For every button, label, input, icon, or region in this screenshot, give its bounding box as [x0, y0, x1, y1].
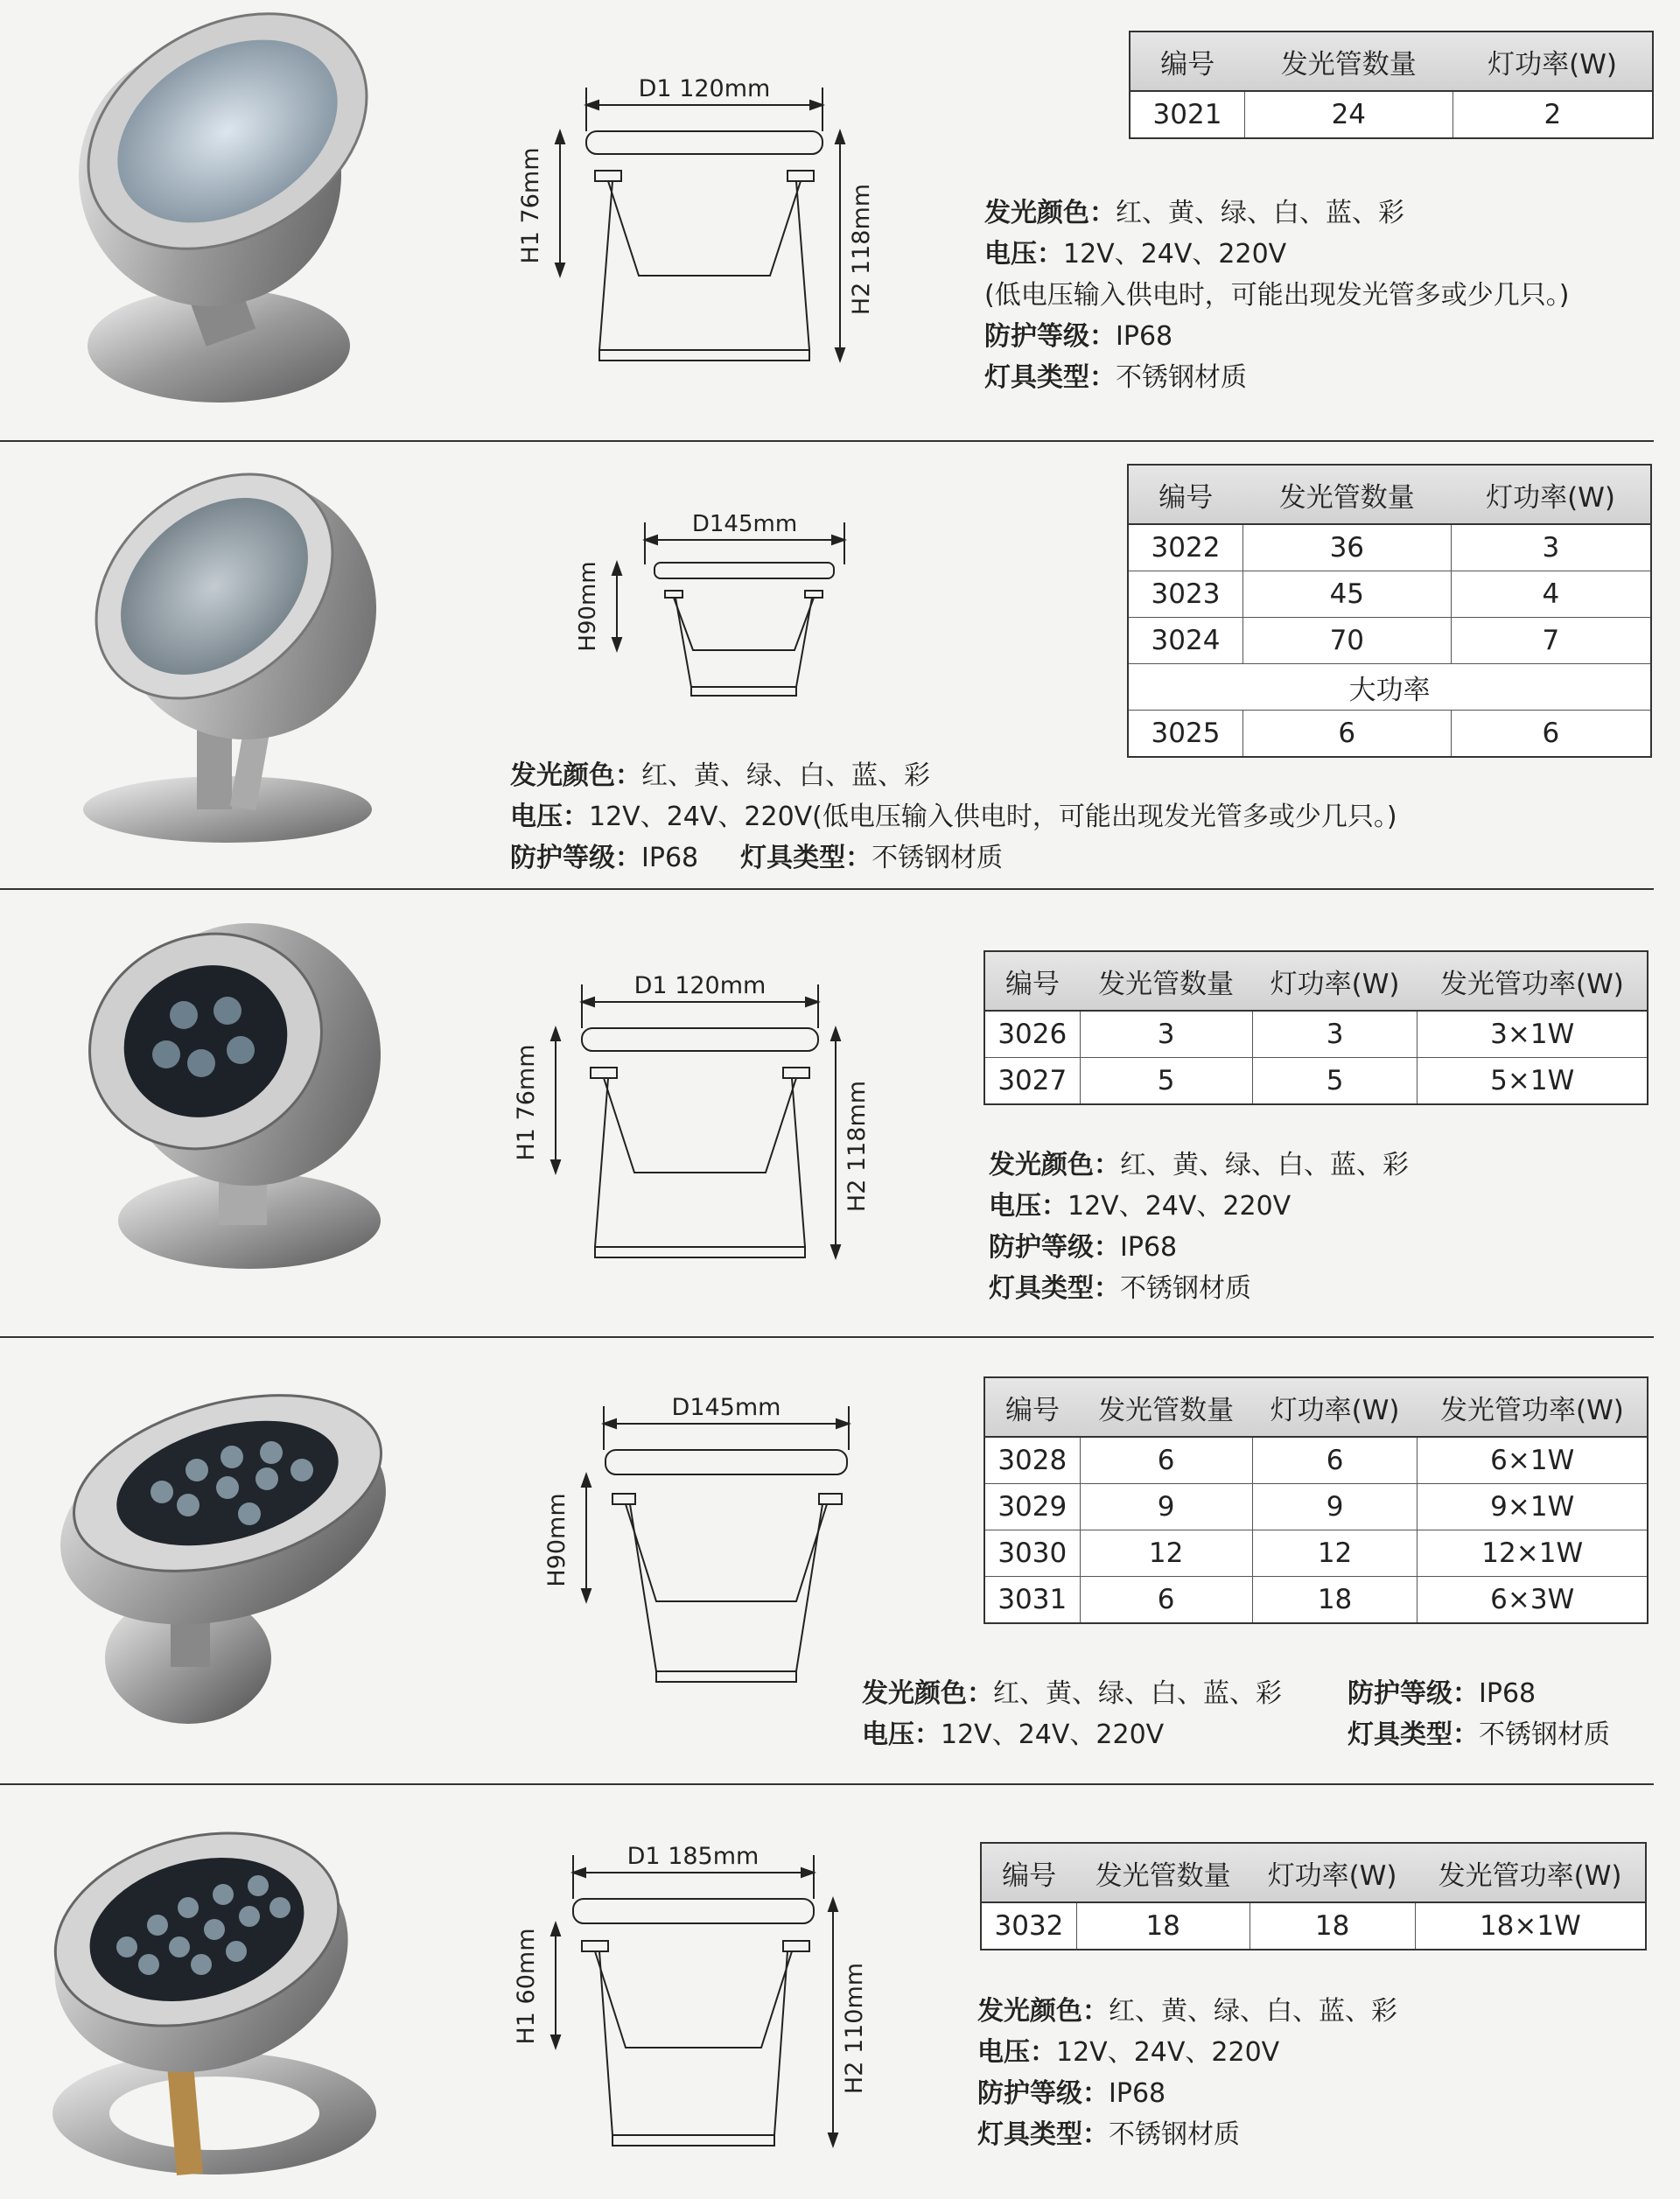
label-color: 发光颜色：: [989, 1150, 1120, 1180]
section-divider: [0, 440, 1654, 442]
table-row: [1128, 571, 1651, 618]
cell-led-count: 3: [1080, 1011, 1252, 1058]
col-header: 灯功率(W): [1252, 951, 1418, 1011]
dim-d-label: D1 120mm: [634, 972, 766, 999]
table-subheader-row: [1128, 664, 1651, 711]
spec-table-3022: [1127, 464, 1652, 758]
value-voltage: 12V、24V、220V: [1068, 1191, 1292, 1222]
value-type: 不锈钢材质: [1116, 362, 1247, 393]
table-row: [984, 1011, 1648, 1058]
cell-code: 3025: [1128, 711, 1242, 758]
subheader-high-power: 大功率: [1128, 664, 1651, 711]
cell-power: 6: [1451, 711, 1651, 758]
label-protection: 防护等级：: [977, 2078, 1109, 2109]
cell-power: 18: [1250, 1902, 1415, 1950]
spec-info-3026: [989, 1145, 1409, 1309]
col-header: 发光管数量: [1080, 951, 1252, 1011]
label-voltage: 电压：: [977, 2037, 1056, 2068]
cell-power: 6: [1252, 1437, 1418, 1484]
cell-code: 3022: [1128, 524, 1242, 571]
value-protection: IP68: [1120, 1232, 1178, 1263]
cell-led-count: 6: [1080, 1577, 1252, 1624]
cell-led-count: 36: [1242, 524, 1451, 571]
cell-code: 3026: [984, 1011, 1080, 1058]
spec-table-3028: [984, 1376, 1648, 1624]
spec-info-3022: [510, 755, 1397, 879]
dim-h2-label: H2 118mm: [844, 1080, 871, 1213]
label-type: 灯具类型：: [989, 1273, 1120, 1304]
cell-power: 3: [1252, 1011, 1418, 1058]
col-header: 发光管功率(W): [1415, 1843, 1646, 1902]
dim-h1-label: H1 76mm: [517, 147, 544, 264]
table-row: [984, 1484, 1648, 1530]
table-row: [984, 1437, 1648, 1484]
cell-led-count: 24: [1244, 91, 1452, 138]
dim-h2-label: H2 118mm: [848, 183, 875, 316]
cell-led-power: 12×1W: [1418, 1530, 1648, 1577]
dim-d-label: D145mm: [691, 511, 798, 537]
col-header: 灯功率(W): [1250, 1843, 1415, 1902]
cell-code: 3024: [1128, 618, 1242, 664]
label-voltage: 电压：: [510, 802, 589, 832]
label-protection: 防护等级：: [1348, 1678, 1479, 1709]
cell-power: 3: [1451, 524, 1651, 571]
label-voltage: 电压：: [862, 1719, 941, 1750]
label-protection: 防护等级：: [984, 321, 1116, 352]
table-row: [1128, 711, 1651, 758]
label-color: 发光颜色：: [984, 198, 1116, 228]
cell-code: 3023: [1128, 571, 1242, 618]
cell-power: 5: [1252, 1058, 1418, 1105]
cell-led-count: 70: [1242, 618, 1451, 664]
value-color: 红、黄、绿、白、蓝、彩: [1116, 198, 1404, 228]
cell-power: 9: [1252, 1484, 1418, 1530]
col-header: 发光管数量: [1244, 32, 1452, 91]
value-color: 红、黄、绿、白、蓝、彩: [1120, 1150, 1409, 1180]
dim-h1-label: H90mm: [543, 1493, 570, 1587]
table-row: [984, 1577, 1648, 1624]
label-protection: 防护等级：: [989, 1232, 1120, 1263]
value-voltage: 12V、24V、220V: [941, 1719, 1165, 1750]
section-divider: [0, 888, 1654, 890]
spec-info-3032: [977, 1991, 1397, 2155]
col-header: 编号: [984, 1377, 1080, 1437]
label-voltage: 电压：: [984, 239, 1063, 270]
spec-info-3028-left: [862, 1673, 1282, 1755]
table-row: [1128, 618, 1651, 664]
label-type: 灯具类型：: [740, 843, 872, 873]
col-header: 灯功率(W): [1252, 1377, 1418, 1437]
cell-led-power: 5×1W: [1418, 1058, 1648, 1105]
lamp-photo-3026: [83, 923, 381, 1273]
cell-power: 7: [1451, 618, 1651, 664]
dim-d-label: D1 185mm: [626, 1843, 760, 1870]
cell-code: 3030: [984, 1530, 1080, 1577]
col-header: 发光管数量: [1080, 1377, 1252, 1437]
spec-info-3028-right: [1348, 1673, 1610, 1755]
col-header: 编号: [1128, 465, 1242, 524]
cell-code: 3031: [984, 1577, 1080, 1624]
cell-led-count: 6: [1242, 711, 1451, 758]
cell-led-count: 5: [1080, 1058, 1252, 1105]
dim-d-label: D145mm: [671, 1394, 781, 1421]
value-type: 不锈钢材质: [1109, 2119, 1240, 2150]
dim-h1-label: H90mm: [575, 561, 601, 652]
cell-led-count: 18: [1076, 1902, 1250, 1950]
value-type: 不锈钢材质: [1120, 1273, 1251, 1304]
col-header: 发光管功率(W): [1418, 1377, 1648, 1437]
cell-code: 3032: [981, 1902, 1076, 1950]
cell-led-count: 12: [1080, 1530, 1252, 1577]
value-voltage: 12V、24V、220V: [1063, 239, 1287, 270]
value-color: 红、黄、绿、白、蓝、彩: [1109, 1996, 1397, 2027]
col-header: 发光管数量: [1242, 465, 1451, 524]
lamp-photo-3028: [39, 1396, 389, 1728]
cell-led-count: 45: [1242, 571, 1451, 618]
value-protection: IP68: [641, 843, 699, 873]
dimension-diagram-3028: [534, 1387, 866, 1693]
dimension-diagram-3022: [542, 503, 858, 713]
value-protection: IP68: [1116, 321, 1173, 352]
label-voltage: 电压：: [989, 1191, 1068, 1222]
value-color: 红、黄、绿、白、蓝、彩: [641, 760, 930, 791]
cell-code: 3027: [984, 1058, 1080, 1105]
dim-h1-label: H1 60mm: [513, 1928, 540, 2045]
label-type: 灯具类型：: [977, 2119, 1109, 2150]
table-row: [1130, 91, 1653, 138]
dimension-diagram-3032: [508, 1838, 901, 2170]
cell-led-count: 6: [1080, 1437, 1252, 1484]
cell-led-power: 18×1W: [1415, 1902, 1646, 1950]
label-type: 灯具类型：: [1348, 1719, 1479, 1750]
spec-table-3032: [980, 1842, 1647, 1950]
value-type: 不锈钢材质: [1479, 1719, 1610, 1750]
dimension-diagram-3021: [517, 74, 910, 381]
label-type: 灯具类型：: [984, 362, 1116, 393]
dim-h2-label: H2 110mm: [841, 1962, 868, 2095]
table-row: [981, 1902, 1646, 1950]
spec-info-3021: [984, 193, 1569, 398]
col-header: 编号: [984, 951, 1080, 1011]
section-divider: [0, 1336, 1654, 1338]
col-header: 发光管功率(W): [1418, 951, 1648, 1011]
cell-power: 12: [1252, 1530, 1418, 1577]
cell-power: 18: [1252, 1577, 1418, 1624]
lamp-photo-3032: [48, 1824, 381, 2179]
cell-led-count: 9: [1080, 1484, 1252, 1530]
label-color: 发光颜色：: [862, 1678, 993, 1709]
col-header: 编号: [981, 1843, 1076, 1902]
cell-led-power: 3×1W: [1418, 1011, 1648, 1058]
cell-led-power: 6×1W: [1418, 1437, 1648, 1484]
label-color: 发光颜色：: [510, 760, 641, 791]
col-header: 灯功率(W): [1452, 32, 1653, 91]
dim-d-label: D1 120mm: [638, 75, 771, 102]
label-color: 发光颜色：: [977, 1996, 1109, 2027]
table-row: [1128, 524, 1651, 571]
cell-led-power: 6×3W: [1418, 1577, 1648, 1624]
value-type: 不锈钢材质: [872, 843, 1004, 873]
label-protection: 防护等级：: [510, 843, 641, 873]
value-note: (低电压输入供电时，可能出现发光管多或少几只。): [984, 280, 1570, 311]
cell-led-power: 9×1W: [1418, 1484, 1648, 1530]
value-protection: IP68: [1109, 2078, 1166, 2109]
value-protection: IP68: [1479, 1678, 1536, 1709]
lamp-photo-3021: [35, 18, 385, 411]
dim-h1-label: H1 76mm: [513, 1044, 540, 1161]
section-divider: [0, 1783, 1654, 1785]
table-row: [984, 1530, 1648, 1577]
cell-code: 3021: [1130, 91, 1244, 138]
spec-table-3021: [1129, 31, 1654, 139]
cell-code: 3029: [984, 1484, 1080, 1530]
value-color: 红、黄、绿、白、蓝、彩: [993, 1678, 1282, 1709]
col-header: 发光管数量: [1076, 1843, 1250, 1902]
spec-table-3026: [984, 950, 1648, 1105]
table-row: [984, 1058, 1648, 1105]
cell-code: 3028: [984, 1437, 1080, 1484]
cell-power: 4: [1451, 571, 1651, 618]
col-header: 灯功率(W): [1451, 465, 1651, 524]
value-voltage: 12V、24V、220V: [1056, 2037, 1280, 2068]
value-voltage: 12V、24V、220V(低电压输入供电时，可能出现发光管多或少几只。): [589, 802, 1397, 832]
cell-power: 2: [1452, 91, 1653, 138]
dimension-diagram-3026: [508, 971, 901, 1278]
col-header: 编号: [1130, 32, 1244, 91]
lamp-photo-3022: [70, 459, 394, 849]
